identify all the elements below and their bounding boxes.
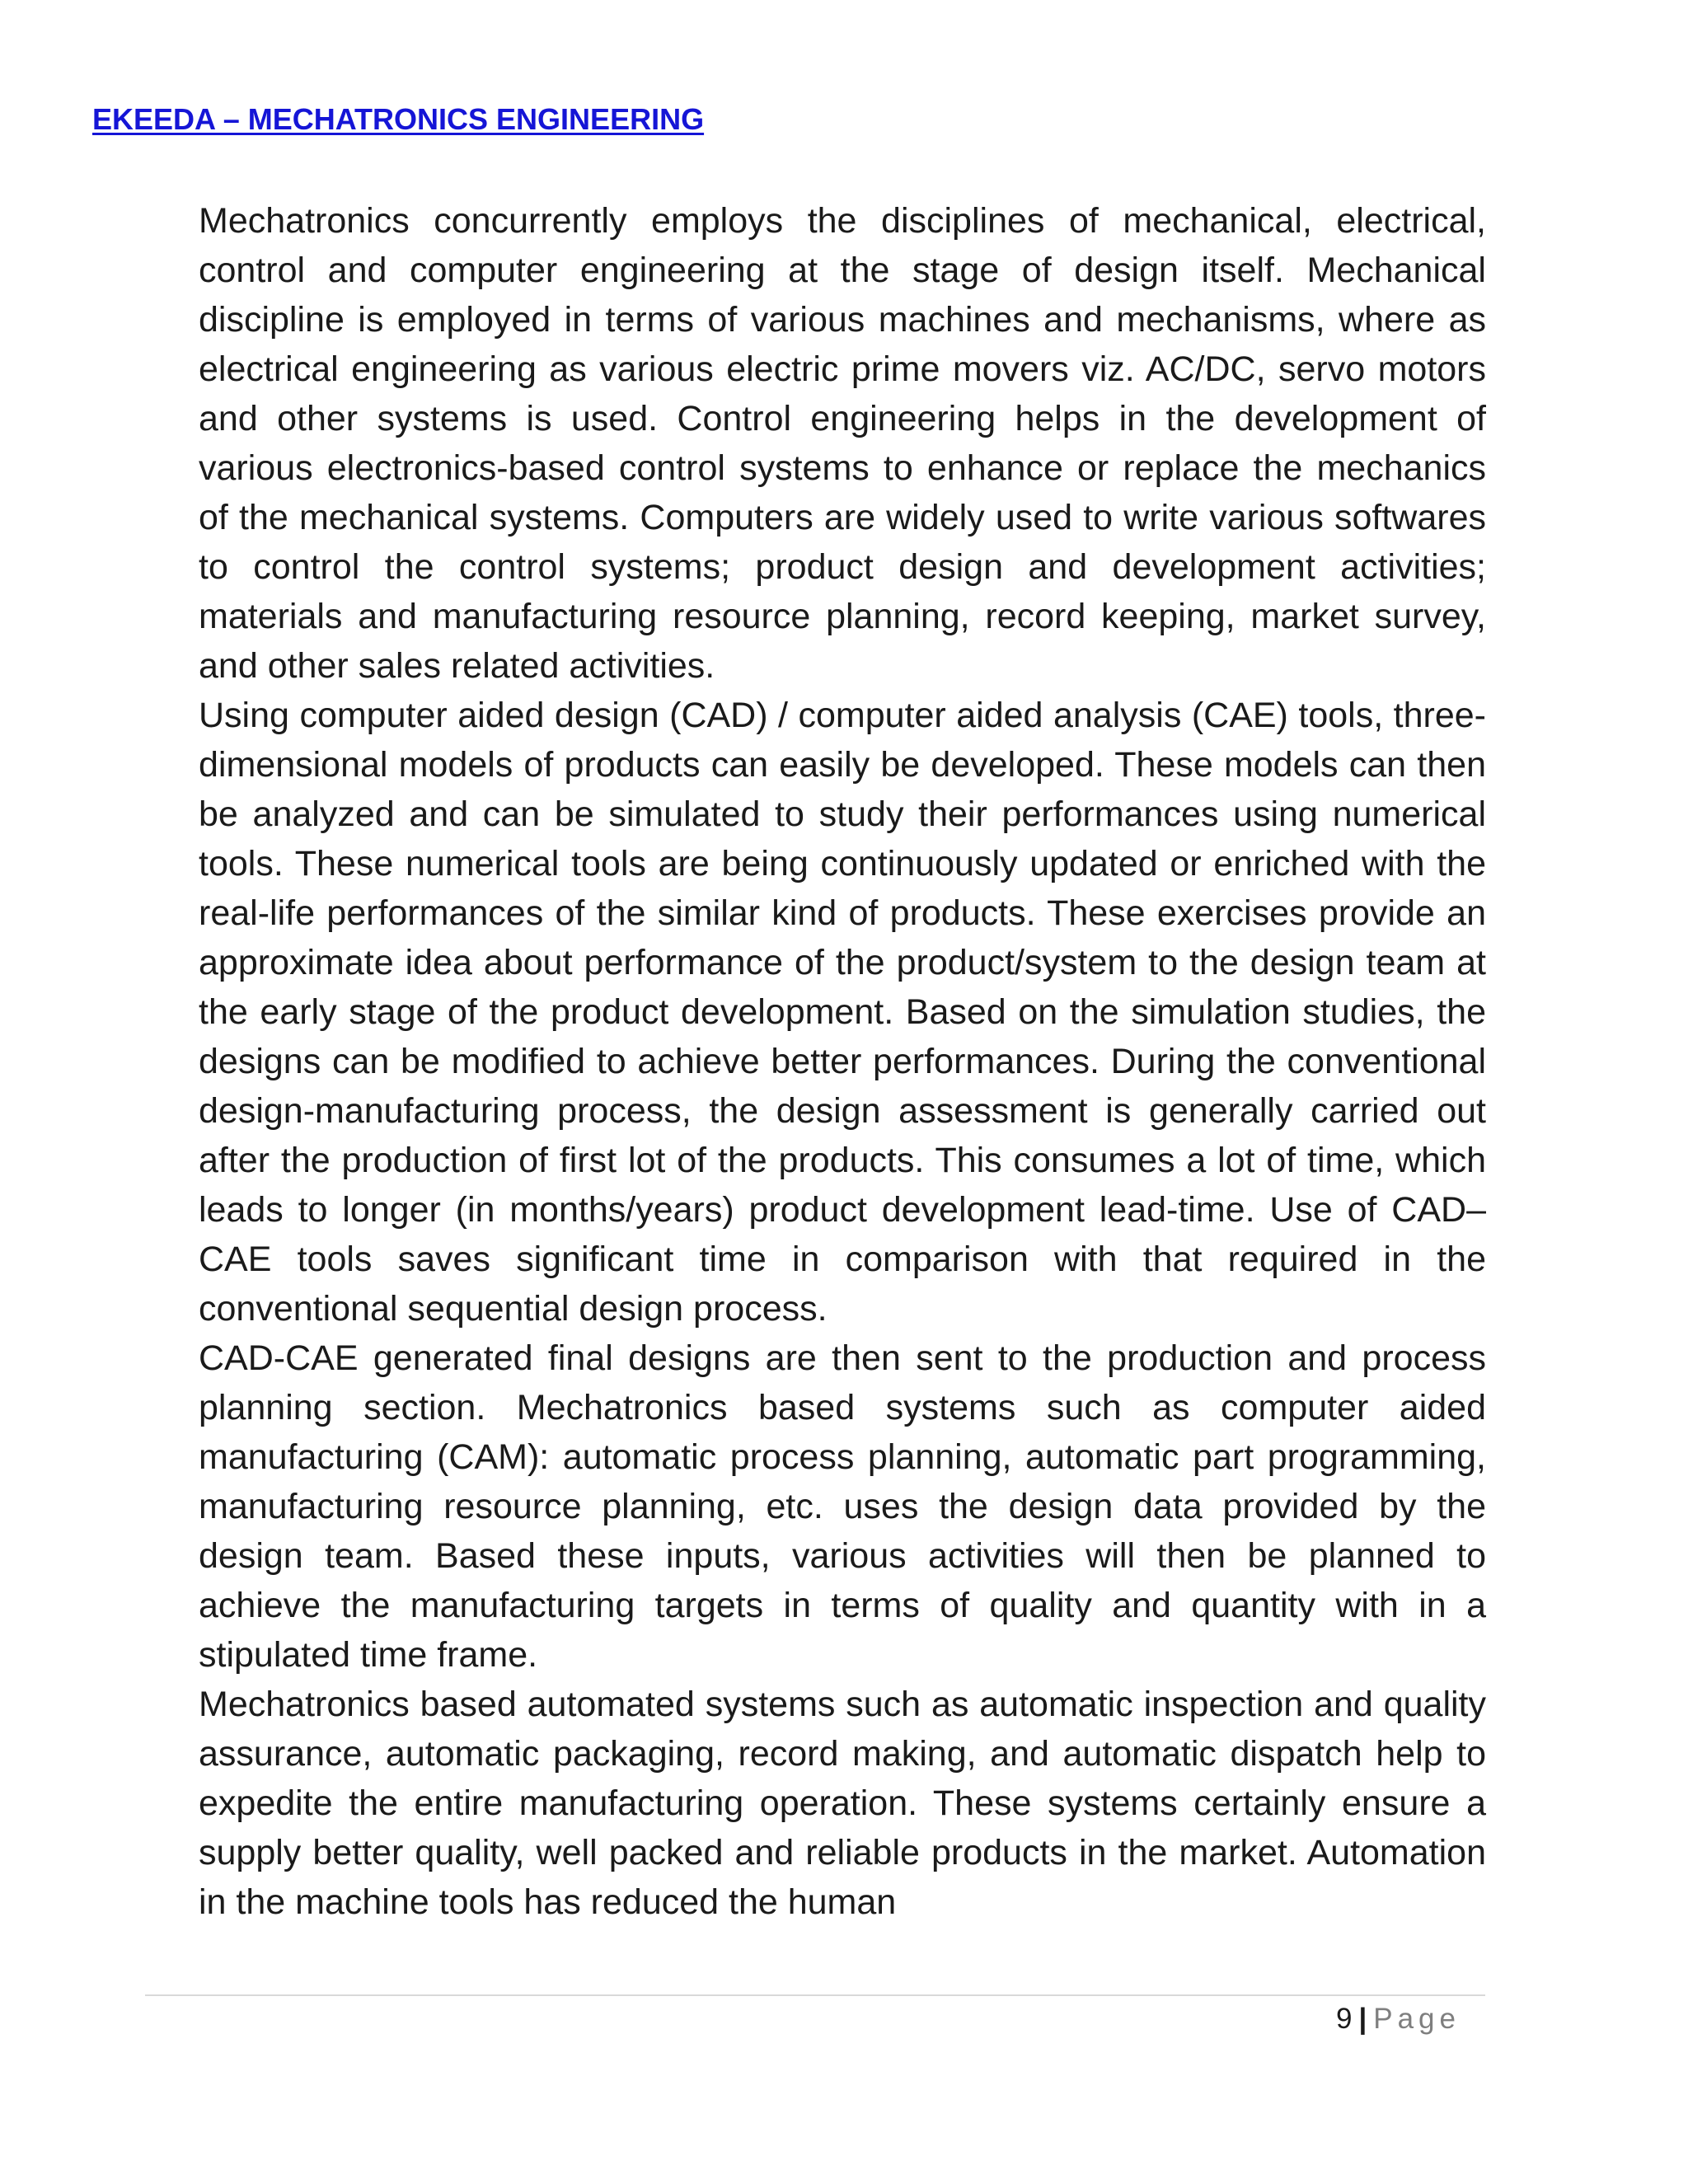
footer-divider: [145, 1994, 1485, 1996]
paragraph-cad-cae-tools: Using computer aided design (CAD) / computer aided analysis (CAE) tools, three-dimensional models of products can easily be developed. These models can then be analyzed and can be simulated to study their performances using numerical tools. These numerical tools are being continuously updated or enriched with the real-life performances of the similar kind of products. These exercises provide an approximate idea about performance of the product/system to the design team at the early stage of the product development. Based on the simulation studies, the designs can be modified to achieve better performances. During the conventional design-manufacturing process, the design assessment is generally carried out after the production of first lot of the products. This consumes a lot of time, which leads to longer (in months/years) product development lead-time. Use of CAD–CAE tools saves significant time in comparison with that required in the conventional sequential design process.: [199, 696, 1486, 1329]
document-header-title: EKEEDA – MECHATRONICS ENGINEERING: [92, 102, 705, 136]
page-number: 9: [1335, 2003, 1353, 2035]
paragraph-production-planning: CAD-CAE generated final designs are then sent to the production and process planning section. Mechatronics based systems such as computer aided manufacturing (CAM): automatic process planning, automatic part programming, manufacturing resource planning, etc. uses the design data provided by the design team. Based these inputs, various activities will then be planned to achieve the manufacturing targets in terms of quality and quantity with in a stipulated time frame.: [199, 1338, 1486, 1675]
page-label: Page: [1373, 2003, 1461, 2035]
paragraph-automated-systems: Mechatronics based automated systems such as automatic inspection and quality assurance, automatic packaging, record making, and automatic dispatch help to expedite the entire manufacturing operation. These systems certainly ensure a supply better quality, well packed and reliable products in the market. Automation in the machine tools has reduced the human: [199, 1685, 1486, 1922]
body-text: [199, 196, 1486, 1927]
page-separator: |: [1358, 2003, 1367, 2035]
page-footer: [1336, 2003, 1461, 2036]
paragraph-mechatronics-disciplines: Mechatronics concurrently employs the disciplines of mechanical, electrical, control and computer engineering at the stage of design itself. Mechanical discipline is employed in terms of various machines and mechanisms, where as electrical engineering as various electric prime movers viz. AC/DC, servo motors and other systems is used. Control engineering helps in the development of various electronics-based control systems to enhance or replace the mechanics of the mechanical systems. Computers are widely used to write various softwares to control the control systems; product design and development activities; materials and manufacturing resource planning, record keeping, market survey, and other sales related activities.: [199, 201, 1486, 686]
